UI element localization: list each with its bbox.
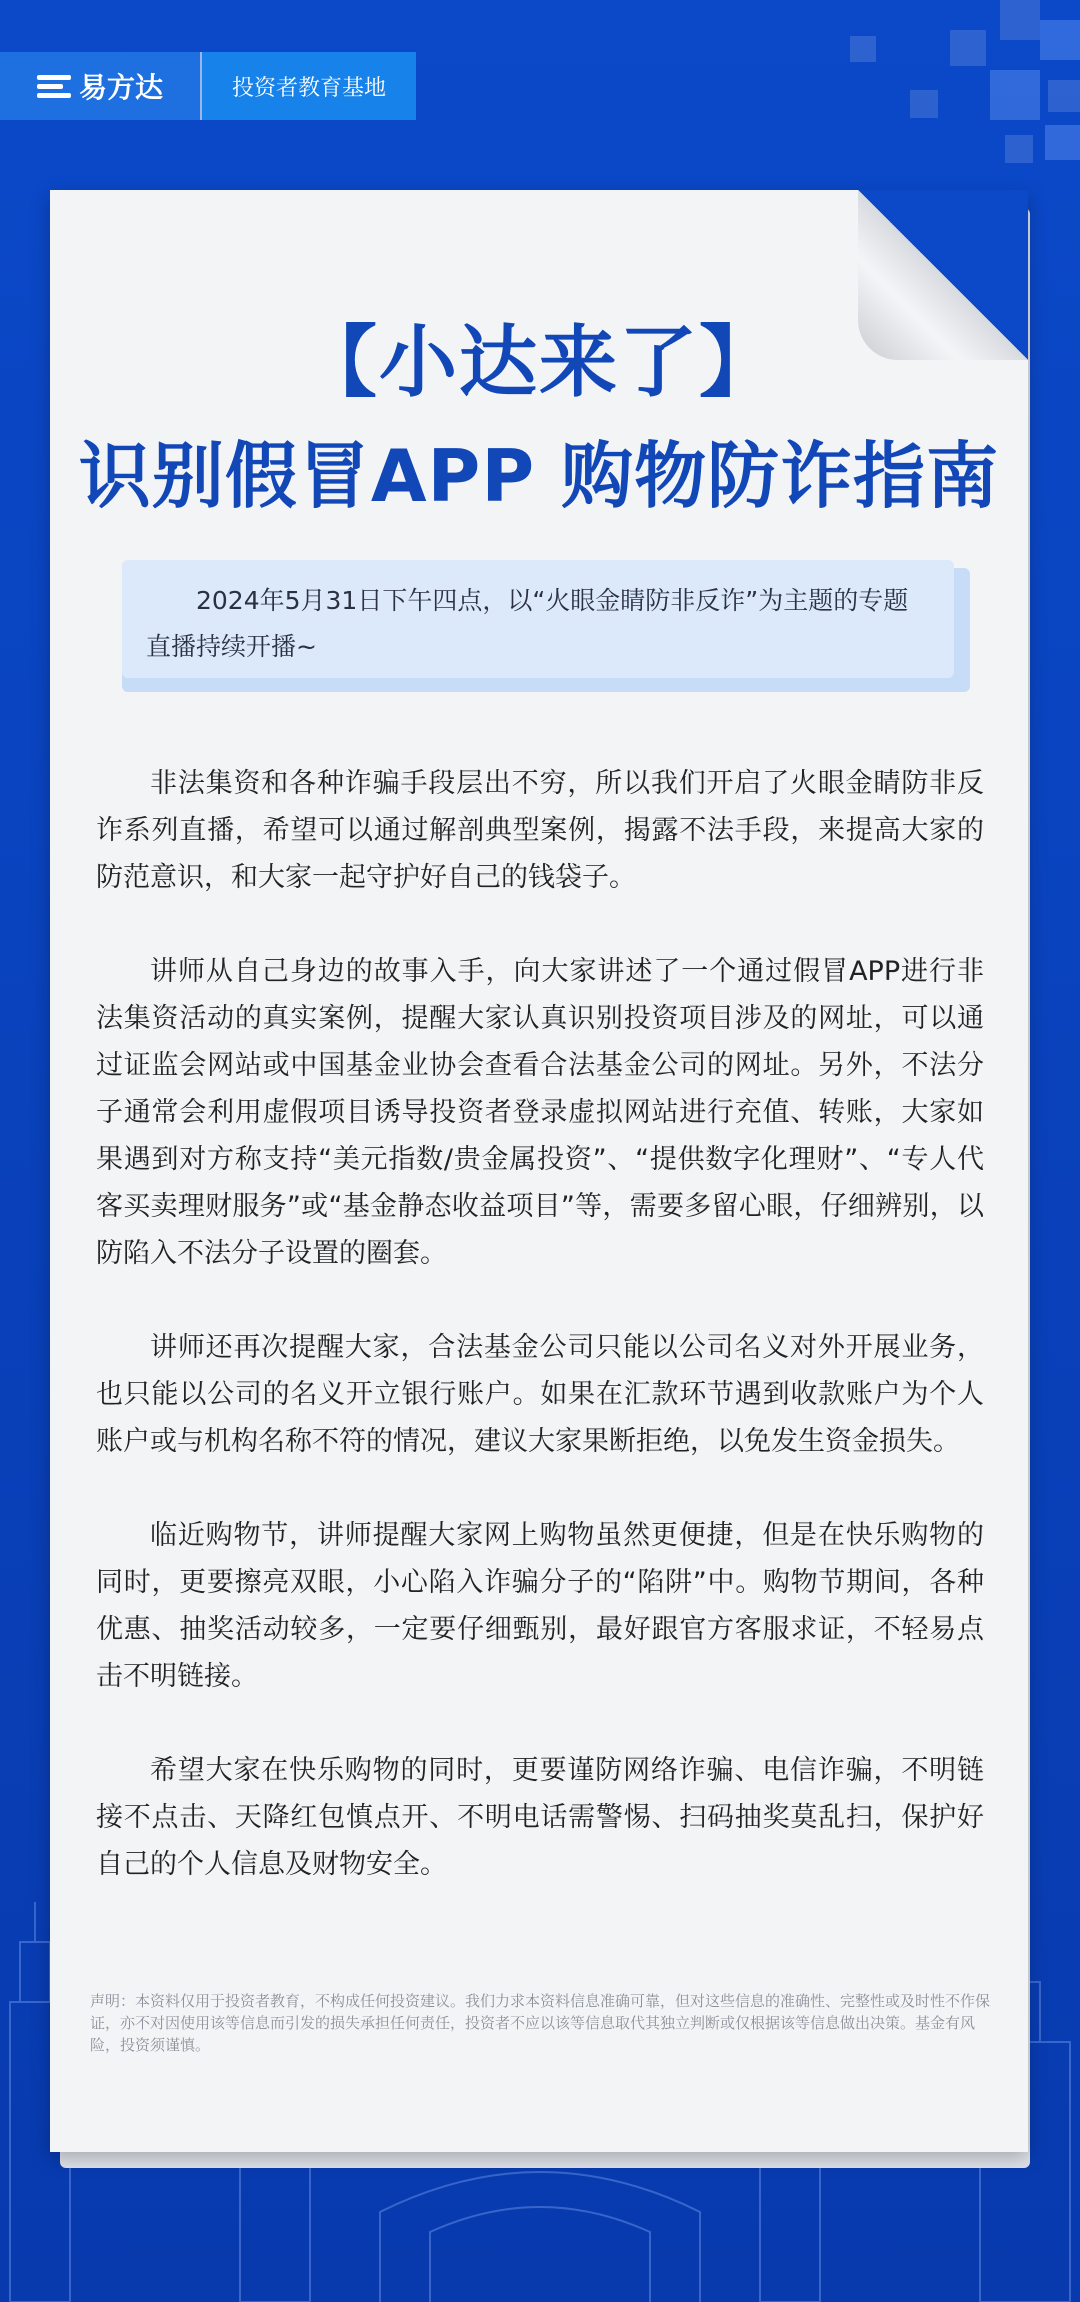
decor-square (1048, 80, 1080, 112)
decor-square (990, 70, 1040, 120)
paragraph: 讲师还再次提醒大家，合法基金公司只能以公司名义对外开展业务，也只能以公司的名义开立银行账户。如果在汇款环节遇到收款账户为个人账户或与机构名称不符的情况，建议大家果断拒绝，以免发生资金损失。 (96, 1332, 984, 1457)
callout-box: 2024年5月31日下午四点，以“火眼金睛防非反诈”为主题的专题直播持续开播~ (122, 560, 954, 678)
brand-name: 易方达 (78, 71, 163, 104)
decor-square (1005, 135, 1033, 163)
disclaimer-text: 声明：本资料仅用于投资者教育，不构成任何投资建议。我们力求本资料信息准确可靠，但对这些信息的准确性、完整性或及时性不作保证，亦不对因使用该等信息而引发的损失承担任何责任，投资者不应以该等信息取代其独立判断或仅根据该等信息做出决策。基金有风险，投资须谨慎。 (90, 1992, 991, 2054)
brand-mark-icon (37, 75, 71, 98)
article-body (96, 760, 984, 1935)
header-strip (0, 52, 416, 120)
decor-square (1040, 20, 1080, 60)
article-paper (50, 190, 1028, 2152)
title-line-2: 识别假冒APP 购物防诈指南 (78, 434, 1000, 518)
paragraph: 临近购物节，讲师提醒大家网上购物虽然更便捷，但是在快乐购物的同时，更要擦亮双眼，小心陷入诈骗分子的“陷阱”中。购物节期间，各种优惠、抽奖活动较多，一定要仔细甄别，最好跟官方客服求证，不轻易点击不明链接。 (96, 1520, 984, 1692)
paragraph: 希望大家在快乐购物的同时，更要谨防网络诈骗、电信诈骗，不明链接不点击、天降红包慎点开、不明电话需警惕、扫码抽奖莫乱扫，保护好自己的个人信息及财物安全。 (96, 1755, 984, 1880)
decor-square (950, 30, 986, 66)
decor-square (850, 36, 876, 62)
title-line-1: 【小达来了】 (298, 318, 779, 408)
header-tagline: 投资者教育基地 (202, 52, 416, 120)
decor-square (910, 90, 938, 118)
paragraph: 非法集资和各种诈骗手段层出不穷，所以我们开启了火眼金睛防非反诈系列直播，希望可以通过解剖典型案例，揭露不法手段，来提高大家的防范意识，和大家一起守护好自己的钱袋子。 (96, 768, 984, 893)
decor-square (1000, 0, 1040, 40)
brand-logo (0, 52, 200, 120)
decor-square (1045, 125, 1080, 160)
paragraph: 讲师从自己身边的故事入手，向大家讲述了一个通过假冒APP进行非法集资活动的真实案例，提醒大家认真识别投资项目涉及的网址，可以通过证监会网站或中国基金业协会查看合法基金公司的网址。另外，不法分子通常会利用虚假项目诱导投资者登录虚拟网站进行充值、转账，大家如果遇到对方称支持“美元指数/贵金属投资”、“提供数字化理财”、“专人代客买卖理财服务”或“基金静态收益项目”等，需要多留心眼，仔细辨别，以防陷入不法分子设置的圈套。 (96, 956, 984, 1269)
